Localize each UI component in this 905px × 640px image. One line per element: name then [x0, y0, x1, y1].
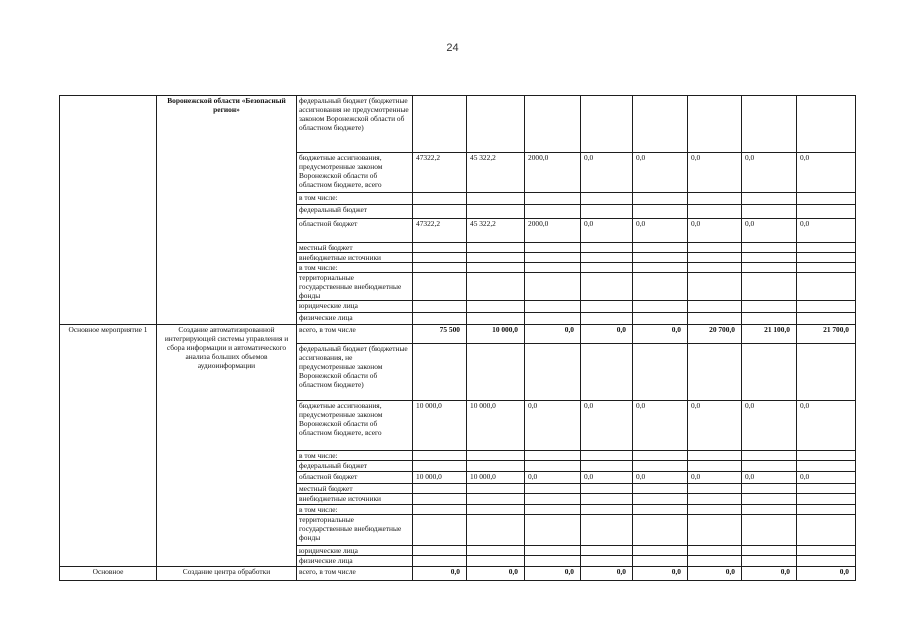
funding-source-cell: в том числе: [297, 263, 413, 273]
funding-source-cell: местный бюджет [297, 484, 413, 494]
amount-cell [797, 205, 856, 219]
amount-cell: 47322,2 [413, 153, 467, 193]
amount-cell [525, 461, 581, 472]
amount-cell [581, 505, 633, 515]
amount-cell [467, 273, 525, 301]
funding-source-cell: всего, в том числе [297, 567, 413, 581]
amount-cell [525, 515, 581, 546]
amount-cell [633, 451, 688, 461]
amount-cell [413, 484, 467, 494]
funding-source-cell: федеральный бюджет (бюджетные ассигнования, не предусмотренные законом Воронежской области об областном бюджете) [297, 344, 413, 401]
amount-cell: 0,0 [688, 401, 742, 451]
amount-cell [525, 273, 581, 301]
amount-cell: 0,0 [797, 401, 856, 451]
amount-cell: 0,0 [688, 219, 742, 243]
amount-cell [688, 546, 742, 556]
amount-cell [797, 484, 856, 494]
amount-cell [633, 484, 688, 494]
amount-cell [688, 484, 742, 494]
amount-cell: 0,0 [525, 567, 581, 581]
amount-cell [688, 515, 742, 546]
amount-cell [797, 494, 856, 505]
amount-cell [413, 205, 467, 219]
funding-source-cell: физические лица [297, 556, 413, 567]
funding-source-cell: внебюджетные источники [297, 253, 413, 263]
amount-cell [413, 96, 467, 153]
amount-cell [797, 313, 856, 325]
amount-cell [525, 556, 581, 567]
amount-cell: 10 000,0 [467, 472, 525, 484]
amount-cell: 21 700,0 [797, 325, 856, 344]
amount-cell [581, 253, 633, 263]
table-row [60, 96, 856, 153]
amount-cell: 0,0 [797, 153, 856, 193]
amount-cell: 0,0 [581, 325, 633, 344]
amount-cell: 45 322,2 [467, 153, 525, 193]
amount-cell: 0,0 [581, 153, 633, 193]
amount-cell [581, 193, 633, 205]
amount-cell [742, 313, 797, 325]
amount-cell [525, 484, 581, 494]
amount-cell [742, 546, 797, 556]
amount-cell [581, 273, 633, 301]
amount-cell: 0,0 [581, 219, 633, 243]
amount-cell [797, 243, 856, 253]
amount-cell [797, 546, 856, 556]
amount-cell [688, 263, 742, 273]
funding-source-cell: всего, в том числе [297, 325, 413, 344]
amount-cell [633, 263, 688, 273]
amount-cell [797, 556, 856, 567]
amount-cell: 47322,2 [413, 219, 467, 243]
amount-cell: 0,0 [581, 472, 633, 484]
funding-source-cell: федеральный бюджет [297, 205, 413, 219]
amount-cell [581, 344, 633, 401]
amount-cell: 0,0 [633, 401, 688, 451]
amount-cell [413, 505, 467, 515]
funding-source-cell: федеральный бюджет [297, 461, 413, 472]
amount-cell [413, 193, 467, 205]
amount-cell: 0,0 [742, 153, 797, 193]
amount-cell [467, 556, 525, 567]
amount-cell [413, 461, 467, 472]
amount-cell [525, 313, 581, 325]
amount-cell [467, 344, 525, 401]
amount-cell [797, 301, 856, 313]
amount-cell [742, 205, 797, 219]
amount-cell [742, 301, 797, 313]
amount-cell [413, 313, 467, 325]
amount-cell [797, 515, 856, 546]
amount-cell [633, 515, 688, 546]
amount-cell [581, 301, 633, 313]
amount-cell [467, 263, 525, 273]
amount-cell [797, 96, 856, 153]
amount-cell [688, 494, 742, 505]
measure-cell [60, 96, 157, 325]
amount-cell: 0,0 [688, 472, 742, 484]
amount-cell [413, 546, 467, 556]
amount-cell: 2000,0 [525, 219, 581, 243]
table-row [60, 325, 856, 344]
amount-cell: 0,0 [525, 472, 581, 484]
amount-cell: 0,0 [581, 567, 633, 581]
amount-cell [633, 253, 688, 263]
amount-cell [413, 253, 467, 263]
funding-source-cell: в том числе: [297, 505, 413, 515]
amount-cell: 0,0 [742, 219, 797, 243]
amount-cell: 0,0 [633, 567, 688, 581]
funding-source-cell: территориальные государственные внебюджетные фонды [297, 515, 413, 546]
amount-cell [525, 253, 581, 263]
amount-cell [688, 301, 742, 313]
amount-cell [797, 263, 856, 273]
amount-cell: 0,0 [413, 567, 467, 581]
amount-cell: 2000,0 [525, 153, 581, 193]
funding-source-cell: местный бюджет [297, 243, 413, 253]
amount-cell [742, 505, 797, 515]
amount-cell [467, 96, 525, 153]
funding-source-cell: в том числе: [297, 193, 413, 205]
funding-source-cell: юридические лица [297, 546, 413, 556]
measure-cell: Основное мероприятие 1 [60, 325, 157, 567]
amount-cell [633, 205, 688, 219]
amount-cell [413, 243, 467, 253]
program-name-cell: Воронежской области «Безопасный регион» [157, 96, 297, 325]
measure-cell: Основное [60, 567, 157, 581]
amount-cell [633, 546, 688, 556]
amount-cell [581, 263, 633, 273]
amount-cell [467, 301, 525, 313]
funding-source-cell: бюджетные ассигнования, предусмотренные законом Воронежской области об областном бюджете, всего [297, 401, 413, 451]
amount-cell [581, 313, 633, 325]
amount-cell [633, 193, 688, 205]
funding-source-cell: областной бюджет [297, 219, 413, 243]
amount-cell [742, 461, 797, 472]
amount-cell [742, 484, 797, 494]
amount-cell [797, 253, 856, 263]
amount-cell: 0,0 [525, 401, 581, 451]
amount-cell [467, 505, 525, 515]
amount-cell [688, 505, 742, 515]
amount-cell [581, 96, 633, 153]
amount-cell [581, 461, 633, 472]
budget-table [59, 95, 856, 581]
amount-cell [633, 313, 688, 325]
amount-cell [413, 494, 467, 505]
amount-cell: 0,0 [742, 567, 797, 581]
amount-cell [688, 313, 742, 325]
amount-cell [742, 273, 797, 301]
amount-cell: 0,0 [633, 472, 688, 484]
amount-cell [525, 494, 581, 505]
funding-source-cell: физические лица [297, 313, 413, 325]
amount-cell [467, 313, 525, 325]
amount-cell [525, 451, 581, 461]
amount-cell: 0,0 [525, 325, 581, 344]
amount-cell [413, 301, 467, 313]
amount-cell [581, 205, 633, 219]
amount-cell: 45 322,2 [467, 219, 525, 243]
amount-cell [797, 451, 856, 461]
amount-cell [742, 96, 797, 153]
amount-cell: 0,0 [742, 472, 797, 484]
amount-cell [742, 515, 797, 546]
amount-cell: 0,0 [688, 567, 742, 581]
amount-cell [688, 461, 742, 472]
page-number: 24 [446, 42, 459, 54]
program-name-cell: Создание центра обработки [157, 567, 297, 581]
amount-cell [581, 546, 633, 556]
amount-cell [742, 253, 797, 263]
amount-cell: 21 100,0 [742, 325, 797, 344]
amount-cell [525, 96, 581, 153]
amount-cell [413, 273, 467, 301]
amount-cell [688, 556, 742, 567]
amount-cell [581, 494, 633, 505]
amount-cell [525, 301, 581, 313]
amount-cell: 10 000,0 [467, 401, 525, 451]
funding-source-cell: федеральный бюджет (бюджетные ассигнования не предусмотренные законом Воронежской области об областном бюджете) [297, 96, 413, 153]
amount-cell [525, 505, 581, 515]
amount-cell [688, 193, 742, 205]
amount-cell [467, 451, 525, 461]
amount-cell [633, 243, 688, 253]
amount-cell [688, 243, 742, 253]
amount-cell [633, 461, 688, 472]
amount-cell [413, 344, 467, 401]
amount-cell [525, 243, 581, 253]
amount-cell: 0,0 [467, 567, 525, 581]
amount-cell [688, 344, 742, 401]
amount-cell [525, 546, 581, 556]
amount-cell: 0,0 [797, 219, 856, 243]
amount-cell: 10 000,0 [467, 325, 525, 344]
amount-cell [525, 205, 581, 219]
funding-source-cell: областной бюджет [297, 472, 413, 484]
amount-cell [633, 344, 688, 401]
amount-cell [467, 205, 525, 219]
amount-cell: 0,0 [797, 567, 856, 581]
amount-cell: 0,0 [633, 219, 688, 243]
amount-cell [525, 193, 581, 205]
amount-cell [633, 301, 688, 313]
amount-cell [688, 205, 742, 219]
amount-cell [742, 193, 797, 205]
amount-cell [633, 273, 688, 301]
amount-cell [467, 461, 525, 472]
amount-cell [742, 344, 797, 401]
amount-cell [467, 484, 525, 494]
amount-cell: 0,0 [797, 472, 856, 484]
amount-cell: 0,0 [688, 153, 742, 193]
amount-cell [467, 546, 525, 556]
amount-cell [467, 253, 525, 263]
amount-cell [413, 263, 467, 273]
amount-cell: 75 500 [413, 325, 467, 344]
amount-cell [467, 243, 525, 253]
amount-cell [742, 243, 797, 253]
funding-source-cell: внебюджетные источники [297, 494, 413, 505]
amount-cell: 10 000,0 [413, 401, 467, 451]
amount-cell [742, 451, 797, 461]
amount-cell [633, 505, 688, 515]
amount-cell: 20 700,0 [688, 325, 742, 344]
amount-cell [797, 193, 856, 205]
amount-cell [742, 263, 797, 273]
amount-cell [688, 96, 742, 153]
amount-cell [688, 253, 742, 263]
amount-cell [467, 494, 525, 505]
table-row [60, 567, 856, 581]
amount-cell [413, 556, 467, 567]
amount-cell [467, 193, 525, 205]
amount-cell [688, 273, 742, 301]
amount-cell [413, 515, 467, 546]
amount-cell [413, 451, 467, 461]
program-name-cell: Создание автоматизированной интегрирующей системы управления и сбора информации и автоматического анализа больших объемов аудиоинформации [157, 325, 297, 567]
amount-cell [797, 505, 856, 515]
amount-cell: 0,0 [633, 153, 688, 193]
amount-cell: 0,0 [581, 401, 633, 451]
amount-cell [633, 96, 688, 153]
amount-cell [581, 515, 633, 546]
funding-source-cell: территориальные государственные внебюджетные фонды [297, 273, 413, 301]
amount-cell [742, 556, 797, 567]
amount-cell [581, 451, 633, 461]
amount-cell [797, 344, 856, 401]
funding-source-cell: бюджетные ассигнования, предусмотренные законом Воронежской области об областном бюджете, всего [297, 153, 413, 193]
amount-cell: 0,0 [633, 325, 688, 344]
funding-source-cell: юридические лица [297, 301, 413, 313]
amount-cell [742, 494, 797, 505]
funding-source-cell: в том числе: [297, 451, 413, 461]
amount-cell [525, 263, 581, 273]
amount-cell [581, 556, 633, 567]
amount-cell [797, 461, 856, 472]
amount-cell: 10 000,0 [413, 472, 467, 484]
amount-cell [688, 451, 742, 461]
amount-cell: 0,0 [742, 401, 797, 451]
amount-cell [581, 243, 633, 253]
amount-cell [633, 494, 688, 505]
amount-cell [633, 556, 688, 567]
amount-cell [467, 515, 525, 546]
amount-cell [525, 344, 581, 401]
amount-cell [797, 273, 856, 301]
amount-cell [581, 484, 633, 494]
